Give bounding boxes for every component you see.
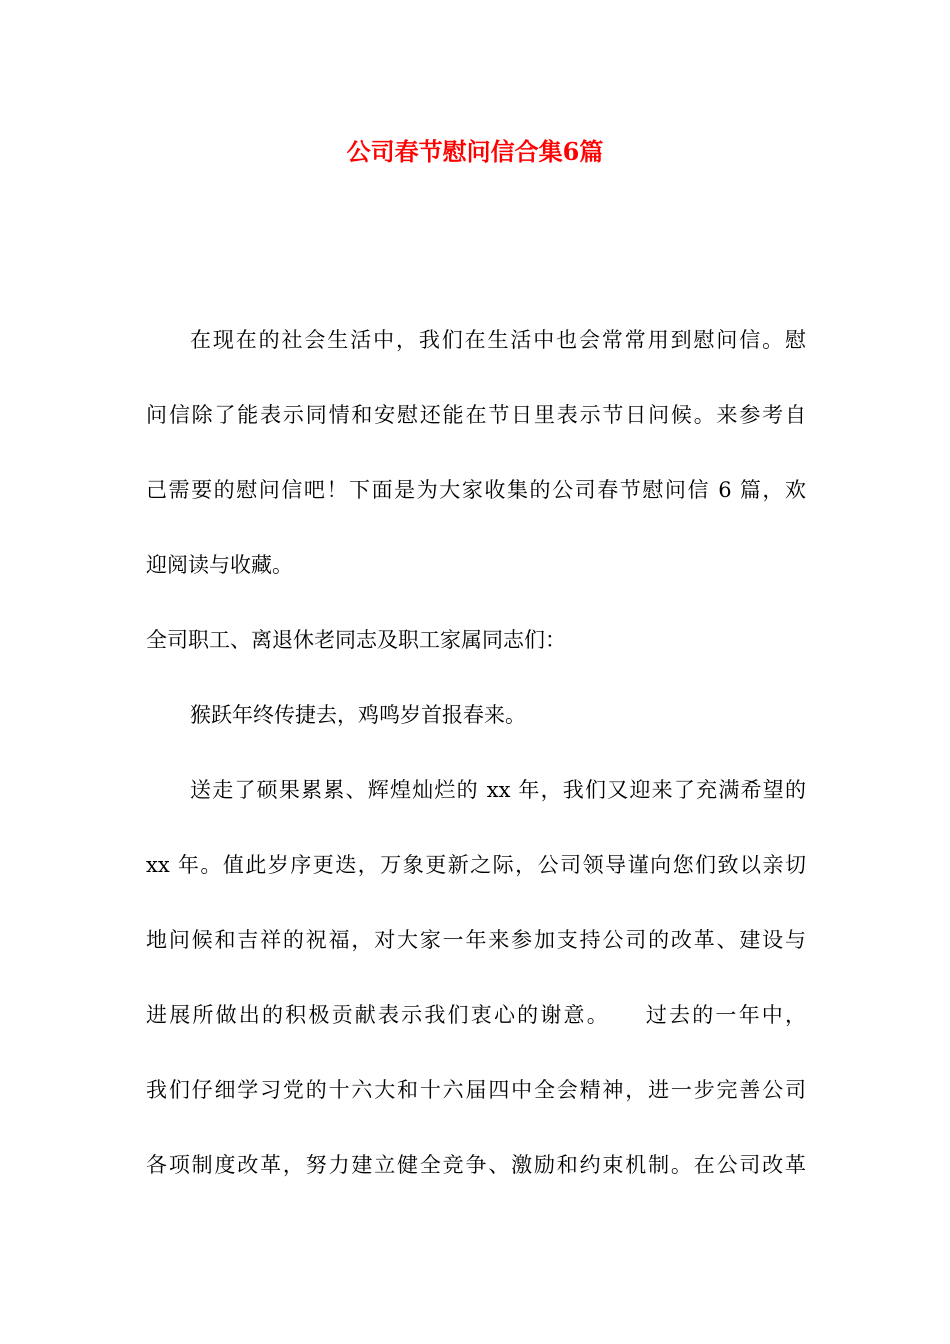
text-line: 在现在的社会生活中，我们在生活中也会常常用到慰问信。慰 (190, 328, 806, 352)
text-line: 全司职工、离退休老同志及职工家属同志们： (146, 628, 566, 652)
text-line: 猴跃年终传捷去，鸡鸣岁首报春来。 (190, 703, 526, 727)
text-line: 送走了硕果累累、辉煌灿烂的 xx 年，我们又迎来了充满希望的 (190, 778, 806, 802)
text-line: 我们仔细学习党的十六大和十六届四中全会精神，进一步完善公司 (146, 1078, 806, 1102)
text-line: 进展所做出的积极贡献表示我们衷心的谢意。 过去的一年中， (146, 1003, 806, 1027)
text-line: 各项制度改革，努力建立健全竞争、激励和约束机制。在公司改革 (146, 1153, 806, 1177)
text-line: 问信除了能表示同情和安慰还能在节日里表示节日问候。来参考自 (146, 403, 806, 427)
text-line: 地问候和吉祥的祝福，对大家一年来参加支持公司的改革、建设与 (146, 928, 806, 952)
text-line: 己需要的慰问信吧！下面是为大家收集的公司春节慰问信 6 篇，欢 (146, 478, 806, 502)
document-title: 公司春节慰问信合集6篇 (346, 137, 604, 166)
text-line: xx 年。值此岁序更迭，万象更新之际，公司领导谨向您们致以亲切 (146, 853, 806, 877)
document-body (146, 320, 806, 1220)
text-line: 迎阅读与收藏。 (146, 553, 293, 577)
